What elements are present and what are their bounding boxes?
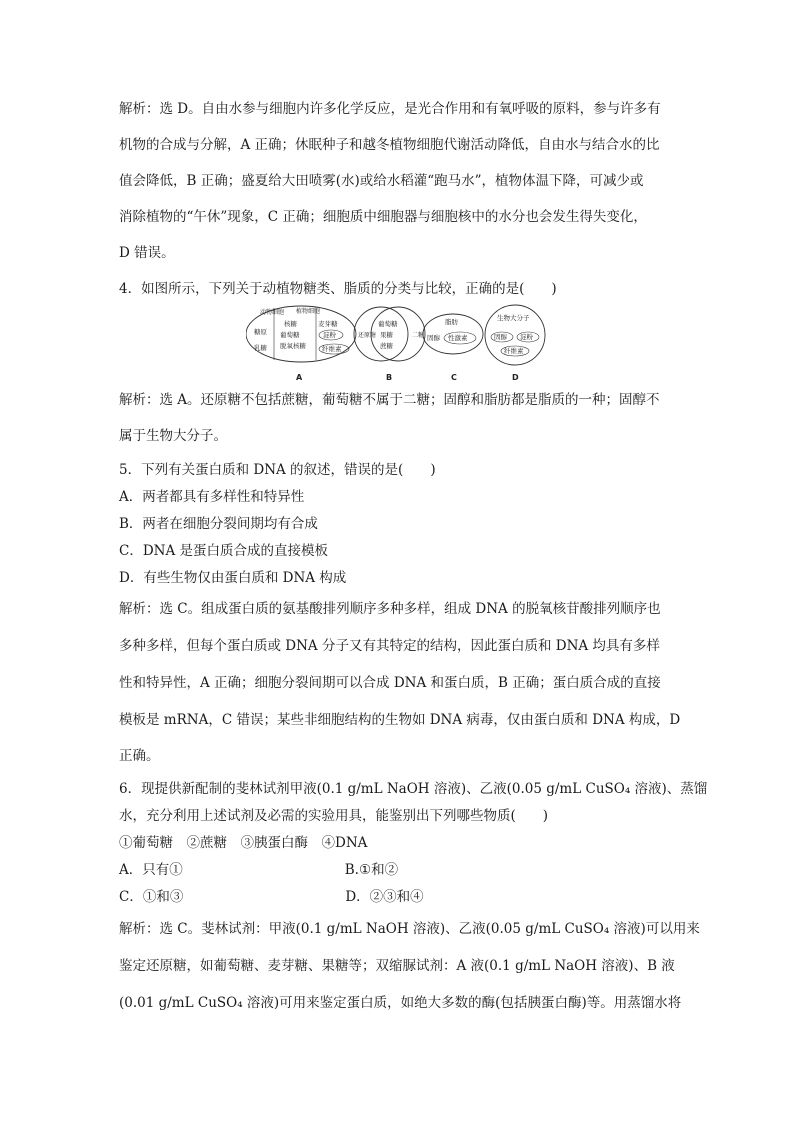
b-middle-item: 葡萄糖 [378, 320, 398, 328]
text-line: 模板是 mRNA，C 错误；某些非细胞结构的生物如 DNA 病毒，仅由蛋白质和 DNA 构成，D [119, 712, 681, 728]
option-d: D．有些生物仅由蛋白质和 DNA 构成 [119, 570, 347, 586]
a-left-item: 糖原 [254, 328, 267, 336]
option-c: C．DNA 是蛋白质合成的直接模板 [119, 543, 329, 559]
diagram-a [246, 306, 356, 382]
c-item: 固醇 [427, 334, 440, 342]
a-right-item: 麦芽糖 [318, 320, 338, 328]
text-line: D 错误。 [119, 245, 175, 261]
b-right-label: 二糖 [412, 332, 425, 339]
question-6-stem: 6．现提供新配制的斐林试剂甲液(0.1 g/mL NaOH 溶液)、乙液(0.05 g/mL CuSO₄ 溶液)、蒸馏 [119, 781, 708, 797]
option-b: B．两者在细胞分裂间期均有合成 [119, 516, 318, 532]
text-line: 解析：选 A。还原糖不包括蔗糖，葡萄糖不属于二糖；固醇和脂肪都是脂质的一种；固醇不 [119, 392, 660, 408]
option-a: A．两者都具有多样性和特异性 [119, 489, 305, 505]
text-line: 正确。 [119, 748, 160, 764]
d-outer-label: 生物大分子 [497, 314, 530, 322]
b-label: B [386, 373, 393, 382]
diagram-c [423, 314, 483, 382]
b-left-label: 还原糖 [358, 332, 377, 339]
a-middle-item: 葡萄糖 [280, 331, 300, 339]
c-outer-label: 脂肪 [445, 318, 458, 326]
text-line: 机物的合成与分解，A 正确；休眠种子和越冬植物细胞代谢活动降低，自由水与结合水的比 [119, 137, 660, 153]
a-right-item: 淀粉 [323, 331, 336, 339]
text-line: 多种多样，但每个蛋白质或 DNA 分子又有其特定的结构，因此蛋白质和 DNA 均具有多样 [119, 638, 660, 654]
a-left-item: 乳糖 [254, 344, 267, 352]
text-line: 解析：选 D。自由水参与细胞内许多化学反应，是光合作用和有氧呼吸的原料，参与许多有 [119, 101, 661, 117]
options-row: C．①和③ D．②③和④ [119, 889, 424, 905]
c-item: 性激素 [448, 334, 468, 342]
d-label: D [512, 373, 519, 382]
a-right-item: 纤维素 [322, 345, 342, 353]
text-line: 属于生物大分子。 [119, 428, 227, 444]
text-line: 消除植物的“午休”现象，C 正确；细胞质中细胞器与细胞核中的水分也会发生得失变化， [119, 209, 647, 225]
a-animal-label: 动物细胞 [260, 309, 285, 316]
diagram-b [354, 307, 425, 382]
question-6-items: ①葡萄糖 ②蔗糖 ③胰蛋白酶 ④DNA [119, 835, 368, 851]
question-5-stem: 5．下列有关蛋白质和 DNA 的叙述，错误的是( ) [119, 462, 436, 478]
question-4-stem: 4．如图所示，下列关于动植物糖类、脂质的分类与比较，正确的是( ) [119, 281, 557, 297]
question-4-diagram [246, 304, 546, 386]
options-row: A．只有① B.①和② [119, 862, 399, 878]
b-middle-item: 果糖 [380, 331, 393, 339]
text-line: 值会降低，B 正确；盛夏给大田喷雾(水)或给水稻灌“跑马水”，植物体温下降，可减少或 [119, 173, 644, 189]
question-6-stem: 水，充分利用上述试剂及必需的实验用具，能鉴别出下列哪些物质( ) [119, 808, 549, 824]
text-line: 解析：选 C。斐林试剂：甲液(0.1 g/mL NaOH 溶液)、乙液(0.05 g/mL CuSO₄ 溶液)可以用来 [119, 921, 700, 937]
text-line: 解析：选 C。组成蛋白质的氨基酸排列顺序多种多样，组成 DNA 的脱氧核苷酸排列顺序也 [119, 601, 661, 617]
d-item: 固醇 [494, 333, 507, 341]
text-line: (0.01 g/mL CuSO₄ 溶液)可用来鉴定蛋白质，如绝大多数的酶(包括胰蛋白酶)等。用蒸馏水将 [119, 995, 682, 1011]
diagram-d [485, 305, 545, 382]
b-middle-item: 蔗糖 [380, 342, 393, 350]
text-line: 性和特异性，A 正确；细胞分裂间期可以合成 DNA 和蛋白质，B 正确；蛋白质合成的直接 [119, 675, 661, 691]
text-line: 鉴定还原糖，如葡萄糖、麦芽糖、果糖等；双缩脲试剂：A 液(0.1 g/mL NaOH 溶液)、B 液 [119, 958, 675, 974]
a-middle-item: 脱氧核糖 [280, 342, 306, 350]
d-item: 纤维素 [504, 347, 524, 355]
a-plant-label: 植物细胞 [296, 308, 321, 315]
a-label: A [296, 373, 303, 382]
c-label: C [451, 373, 457, 382]
d-item: 淀粉 [520, 333, 533, 341]
a-middle-item: 核糖 [284, 320, 297, 328]
